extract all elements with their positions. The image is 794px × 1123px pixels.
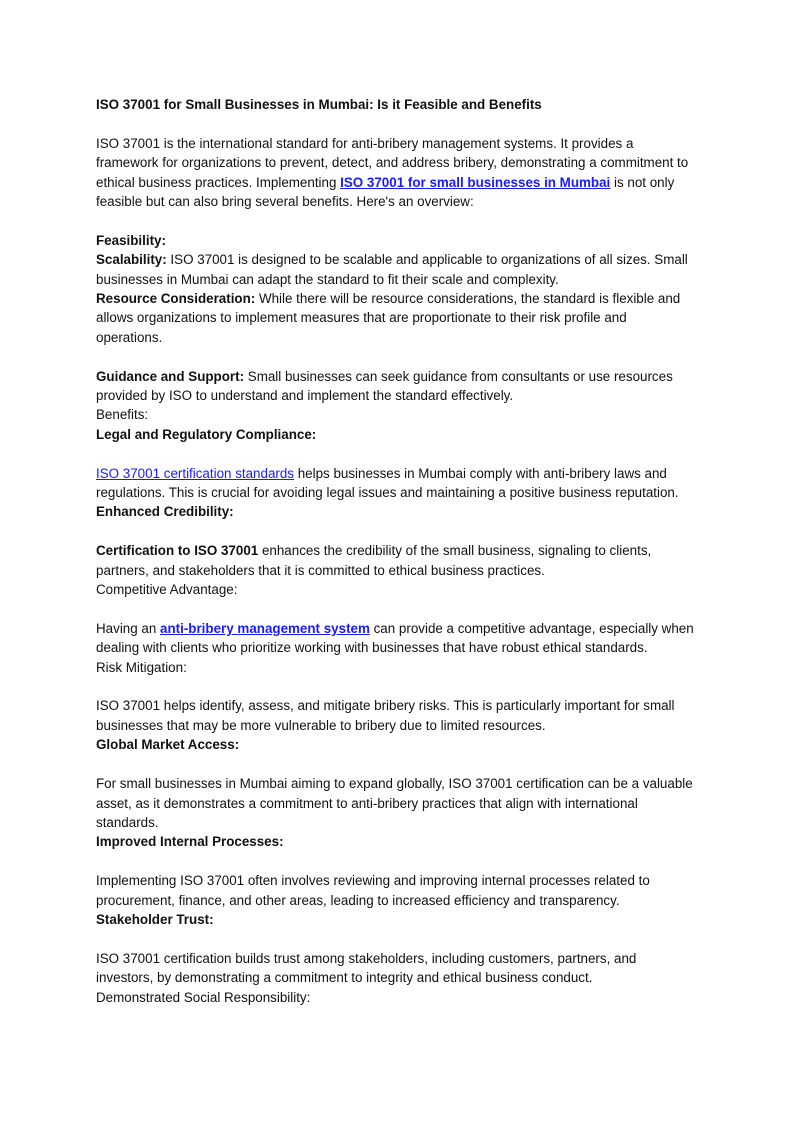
risk-paragraph: ISO 37001 helps identify, assess, and mitigate bribery risks. This is particularly important for small businesses that may be more vulnerable to bribery due to limited resources. bbox=[96, 698, 675, 733]
document-title: ISO 37001 for Small Businesses in Mumbai: Is it Feasible and Benefits bbox=[96, 97, 542, 112]
global-heading: Global Market Access: bbox=[96, 737, 240, 753]
scalability-paragraph: Scalability: ISO 37001 is designed to be scalable and applicable to organizations of all sizes. Small businesses in Mumbai can adapt the standard to fit their scale and complexity. bbox=[96, 252, 688, 287]
risk-heading: Risk Mitigation: bbox=[96, 659, 187, 675]
trust-heading: Stakeholder Trust: bbox=[96, 911, 214, 927]
iso-small-business-link[interactable]: ISO 37001 for small businesses in Mumbai bbox=[340, 174, 611, 190]
credibility-heading: Enhanced Credibility: bbox=[96, 504, 234, 520]
guidance-paragraph: Guidance and Support: Small businesses can seek guidance from consultants or use resources provided by ISO to understand and implement the standard effectively. bbox=[96, 368, 673, 404]
anti-bribery-system-link[interactable]: anti-bribery management system bbox=[160, 620, 370, 636]
internal-heading: Improved Internal Processes: bbox=[96, 834, 284, 850]
competitive-heading: Competitive Advantage: bbox=[96, 582, 238, 598]
social-heading: Demonstrated Social Responsibility: bbox=[96, 989, 311, 1005]
global-paragraph: For small businesses in Mumbai aiming to expand globally, ISO 37001 certification can be a valuable asset, as it demonstrates a commitment to anti-bribery practices that align with international standards. bbox=[96, 776, 693, 830]
legal-paragraph: ISO 37001 certification standards helps businesses in Mumbai comply with anti-bribery laws and regulations. This is crucial for avoiding legal issues and maintaining a positive business reputation. bbox=[96, 465, 679, 501]
document-body bbox=[96, 95, 696, 1007]
internal-paragraph: Implementing ISO 37001 often involves reviewing and improving internal processes related to procurement, finance, and other areas, leading to increased efficiency and transparency. bbox=[96, 873, 650, 908]
intro-paragraph: ISO 37001 is the international standard for anti-bribery management systems. It provides a framework for organizations to prevent, detect, and address bribery, demonstrating a commitment to ethical business practices. Implementing ISO 37001 for small businesses in Mumbai is not only feasible but can also bring several benefits. Here's an overview: bbox=[96, 135, 689, 210]
competitive-paragraph: Having an anti-bribery management system can provide a competitive advantage, especially when dealing with clients who prioritize working with businesses that have robust ethical standards. bbox=[96, 620, 694, 656]
benefits-label: Benefits: bbox=[96, 407, 149, 423]
certification-standards-link[interactable]: ISO 37001 certification standards bbox=[96, 465, 294, 481]
resource-paragraph: Resource Consideration: While there will be resource considerations, the standard is flexible and allows organizations to implement measures that are proportionate to their risk profile and operations. bbox=[96, 291, 681, 345]
credibility-paragraph: Certification to ISO 37001 enhances the credibility of the small business, signaling to clients, partners, and stakeholders that it is committed to ethical business practices. bbox=[96, 543, 652, 578]
trust-paragraph: ISO 37001 certification builds trust among stakeholders, including customers, partners, and investors, by demonstrating a commitment to integrity and ethical business conduct. bbox=[96, 950, 637, 986]
legal-heading: Legal and Regulatory Compliance: bbox=[96, 426, 317, 442]
feasibility-heading: Feasibility: bbox=[96, 232, 166, 248]
